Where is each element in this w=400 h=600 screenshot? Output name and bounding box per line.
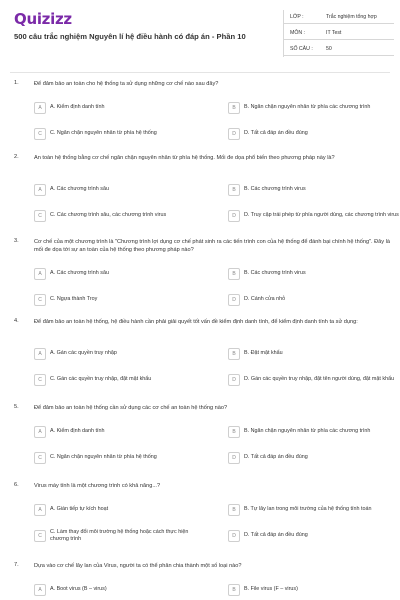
option-text: A. Kiểm định danh tính (50, 104, 105, 111)
option-letter-badge: B (228, 268, 240, 280)
option-letter-badge: D (228, 210, 240, 222)
header-divider (10, 72, 390, 73)
option-letter-badge: D (228, 294, 240, 306)
worksheet-title: 500 câu trắc nghiệm Nguyên lí hệ điều hành có đáp án - Phần 10 (14, 32, 246, 41)
option-text: D. Gán các quyền truy nhập, đặt tên người dùng, đặt mật khẩu (244, 376, 395, 383)
option-text: D. Tất cả đáp án đều đúng (244, 130, 308, 137)
option-text: C. Ngăn chặn nguyên nhân từ phía hệ thống (50, 454, 157, 461)
option-letter-badge: B (228, 426, 240, 438)
question-text: Cơ chế của một chương trình là "Chương trình lợi dụng cơ chế phát sinh ra các tiến trình con của hệ thống để đánh bại chính hệ thống". Đây là mối đe dọa tới sự an toàn của hệ thống theo phương pháp nào? (34, 239, 391, 253)
option-letter-badge: D (228, 530, 240, 542)
answer-option[interactable] (228, 502, 393, 518)
option-letter-badge: D (228, 374, 240, 386)
meta-value: 50 (326, 46, 332, 52)
option-letter-badge: A (34, 102, 46, 114)
option-letter-badge: A (34, 504, 46, 516)
option-text: A. Các chương trình sâu (50, 186, 109, 193)
option-text: D. Truy cập trái phép từ phía người dùng, các chương trình virus (244, 212, 399, 219)
meta-info-box (283, 10, 394, 57)
option-text: C. Làm thay đổi môi trường hệ thống hoặc cách thực hiện chương trình (50, 528, 189, 542)
option-text: C. Ngựa thành Troy (50, 296, 98, 303)
answer-option[interactable] (228, 266, 393, 282)
worksheet-header (0, 0, 400, 62)
option-text: D. Tất cả đáp án đều đúng (244, 454, 308, 461)
question-text: An toàn hệ thống bằng cơ chế ngăn chặn nguyên nhân từ phía hệ thống. Mối đe dọa phổ biến theo phương pháp này là? (34, 155, 335, 161)
meta-value: IT Test (326, 30, 342, 36)
option-text: D. Cánh cửa nhỏ (244, 296, 286, 303)
option-letter-badge: C (34, 452, 46, 464)
option-letter-badge: B (228, 504, 240, 516)
option-letter-badge: A (34, 584, 46, 596)
answer-option[interactable] (228, 424, 393, 440)
answer-option[interactable] (34, 582, 199, 598)
answer-option[interactable] (34, 424, 199, 440)
option-text: B. Các chương trình virus (244, 270, 306, 277)
answer-option[interactable] (34, 502, 199, 518)
question-number: 2. (14, 154, 19, 160)
answer-option[interactable] (34, 372, 199, 388)
answer-option[interactable] (228, 450, 393, 466)
answer-option[interactable] (228, 528, 393, 544)
option-text: D. Tất cả đáp án đều đúng (244, 532, 308, 539)
option-letter-badge: A (34, 348, 46, 360)
question-text: Virus máy tính là một chương trình có khả năng...? (34, 483, 161, 489)
answer-option[interactable] (228, 292, 393, 308)
option-letter-badge: A (34, 268, 46, 280)
answer-option[interactable] (228, 126, 393, 142)
question-number: 7. (14, 562, 19, 568)
answer-option[interactable] (228, 372, 393, 388)
question-number: 5. (14, 404, 19, 410)
meta-label: MÔN : (290, 30, 305, 36)
option-letter-badge: D (228, 452, 240, 464)
answer-option[interactable] (34, 346, 199, 362)
question-number: 1. (14, 80, 19, 86)
option-text: A. Kiểm định danh tính (50, 428, 105, 435)
option-letter-badge: A (34, 184, 46, 196)
question-number: 4. (14, 318, 19, 324)
answer-option[interactable] (34, 528, 199, 544)
answer-option[interactable] (34, 182, 199, 198)
option-letter-badge: B (228, 184, 240, 196)
option-text: C. Gán các quyền truy nhập, đặt mật khẩu (50, 376, 152, 383)
option-letter-badge: A (34, 426, 46, 438)
option-letter-badge: C (34, 374, 46, 386)
meta-row-subject (284, 26, 394, 40)
question-text: Dựa vào cơ chế lây lan của Virus, người ta có thể phân chia thành một số loại nào? (34, 563, 242, 569)
option-text: A. Các chương trình sâu (50, 270, 109, 277)
option-letter-badge: B (228, 102, 240, 114)
option-text: B. Các chương trình virus (244, 186, 306, 193)
option-text: C. Các chương trình sâu, các chương trình virus (50, 212, 167, 219)
option-text: B. Đặt mật khẩu (244, 350, 283, 357)
question-text: Để đảm bảo an toàn hệ thống, hệ điều hành cần phải giải quyết tốt vấn đề kiểm định danh tính, để kiểm định danh tính ta sử dụng: (34, 319, 358, 325)
answer-option[interactable] (228, 100, 393, 116)
answer-option[interactable] (34, 208, 199, 224)
option-letter-badge: B (228, 584, 240, 596)
option-text: B. Ngăn chặn nguyên nhân từ phía các chương trình (244, 104, 371, 111)
question-text: Để đảm bảo an toàn hệ thống cần sử dụng các cơ chế an toàn hệ thống nào? (34, 405, 228, 411)
meta-label: SỐ CÂU : (290, 46, 313, 52)
option-text: A. Gán các quyền truy nhập (50, 350, 117, 357)
option-letter-badge: C (34, 530, 46, 542)
option-letter-badge: C (34, 128, 46, 140)
question-number: 3. (14, 238, 19, 244)
meta-value: Trắc nghiệm tổng hợp (326, 14, 377, 20)
option-text: B. Tự lây lan trong môi trường của hệ thống tính toán (244, 506, 372, 513)
option-letter-badge: D (228, 128, 240, 140)
quizizz-logo[interactable]: Quizizz (14, 10, 72, 28)
meta-row-count (284, 42, 394, 56)
answer-option[interactable] (34, 266, 199, 282)
question-number: 6. (14, 482, 19, 488)
answer-option[interactable] (228, 208, 399, 224)
option-text: A. Gián tiếp tự kích hoạt (50, 506, 109, 513)
option-letter-badge: C (34, 294, 46, 306)
option-text: C. Ngăn chặn nguyên nhân từ phía hệ thống (50, 130, 157, 137)
option-text: A. Boot virus (B – virus) (50, 586, 107, 593)
option-text: B. Ngăn chặn nguyên nhân từ phía các chương trình (244, 428, 371, 435)
answer-option[interactable] (228, 182, 393, 198)
answer-option[interactable] (228, 346, 393, 362)
meta-label: LỚP : (290, 14, 304, 20)
answer-option[interactable] (34, 100, 199, 116)
question-text: Để đảm bảo an toàn cho hệ thống ta sử dụng những cơ chế nào sau đây? (34, 81, 219, 87)
answer-option[interactable] (34, 292, 199, 308)
option-letter-badge: C (34, 210, 46, 222)
answer-option[interactable] (228, 582, 393, 598)
meta-row-class (284, 10, 394, 24)
answer-option[interactable] (34, 126, 199, 142)
option-text: B. File virus (F – virus) (244, 586, 298, 593)
answer-option[interactable] (34, 450, 199, 466)
option-letter-badge: B (228, 348, 240, 360)
